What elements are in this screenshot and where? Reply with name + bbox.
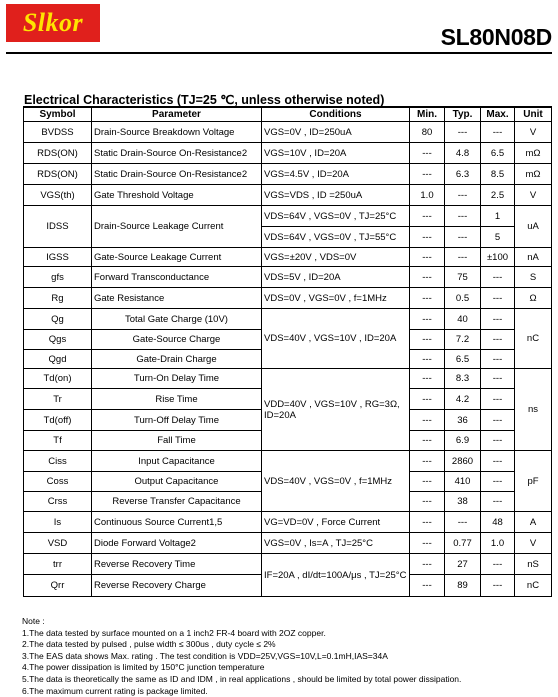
typ-cell: --- <box>445 512 481 533</box>
unit-cell: pF <box>515 451 552 512</box>
max-cell: 1.0 <box>481 533 515 554</box>
max-cell: 1 <box>481 206 515 227</box>
column-header: Conditions <box>262 107 410 122</box>
min-cell: --- <box>410 248 445 267</box>
unit-cell: V <box>515 122 552 143</box>
parameter-cell: Total Gate Charge (10V) <box>92 309 262 330</box>
unit-cell: nS <box>515 554 552 575</box>
typ-cell: 40 <box>445 309 481 330</box>
column-header: Max. <box>481 107 515 122</box>
parameter-cell: Reverse Transfer Capacitance <box>92 492 262 512</box>
max-cell: 2.5 <box>481 185 515 206</box>
max-cell: --- <box>481 330 515 350</box>
conditions-cell: VGS=VDS , ID =250uA <box>262 185 410 206</box>
parameter-cell: Static Drain-Source On-Resistance2 <box>92 164 262 185</box>
typ-cell: 36 <box>445 410 481 431</box>
symbol-cell: Qgd <box>24 350 92 369</box>
min-cell: --- <box>410 164 445 185</box>
parameter-cell: Gate Threshold Voltage <box>92 185 262 206</box>
min-cell: --- <box>410 309 445 330</box>
unit-cell: ns <box>515 369 552 451</box>
conditions-cell: VGS=4.5V , ID=20A <box>262 164 410 185</box>
symbol-cell: VSD <box>24 533 92 554</box>
typ-cell: 410 <box>445 472 481 492</box>
parameter-cell: Fall Time <box>92 431 262 451</box>
symbol-cell: IDSS <box>24 206 92 248</box>
max-cell: --- <box>481 492 515 512</box>
table-row <box>24 309 552 330</box>
symbol-cell: Is <box>24 512 92 533</box>
table-row <box>24 288 552 309</box>
max-cell: --- <box>481 288 515 309</box>
slkor-logo <box>6 4 100 42</box>
typ-cell: --- <box>445 122 481 143</box>
max-cell: --- <box>481 309 515 330</box>
note-line: 1.The data tested by surface mounted on a 1 inch2 FR-4 board with 2OZ copper. <box>22 627 326 638</box>
unit-cell: nC <box>515 575 552 597</box>
column-header: Unit <box>515 107 552 122</box>
unit-cell: S <box>515 267 552 288</box>
typ-cell: --- <box>445 185 481 206</box>
table-row <box>24 512 552 533</box>
conditions-cell: VDD=40V , VGS=10V , RG=3Ω, ID=20A <box>262 369 410 451</box>
max-cell: --- <box>481 472 515 492</box>
conditions-cell: VDS=40V , VGS=10V , ID=20A <box>262 309 410 369</box>
max-cell: --- <box>481 575 515 597</box>
typ-cell: 7.2 <box>445 330 481 350</box>
parameter-cell: Output Capacitance <box>92 472 262 492</box>
min-cell: --- <box>410 410 445 431</box>
parameter-cell: Rise Time <box>92 389 262 410</box>
min-cell: --- <box>410 206 445 227</box>
parameter-cell: Continuous Source Current1,5 <box>92 512 262 533</box>
symbol-cell: Td(on) <box>24 369 92 389</box>
typ-cell: 2860 <box>445 451 481 472</box>
conditions-cell: VDS=40V , VGS=0V , f=1MHz <box>262 451 410 512</box>
min-cell: --- <box>410 267 445 288</box>
typ-cell: 0.5 <box>445 288 481 309</box>
max-cell: 8.5 <box>481 164 515 185</box>
min-cell: --- <box>410 431 445 451</box>
unit-cell: nC <box>515 309 552 369</box>
min-cell: --- <box>410 227 445 248</box>
max-cell: --- <box>481 369 515 389</box>
conditions-cell: VDS=64V , VGS=0V , TJ=25°C <box>262 206 410 227</box>
unit-cell: uA <box>515 206 552 248</box>
unit-cell: V <box>515 185 552 206</box>
parameter-cell: Drain-Source Breakdown Voltage <box>92 122 262 143</box>
conditions-cell: VGS=0V , ID=250uA <box>262 122 410 143</box>
note-line: Note : <box>22 616 45 626</box>
table-row <box>24 122 552 143</box>
conditions-cell: VGS=10V , ID=20A <box>262 143 410 164</box>
unit-cell: nA <box>515 248 552 267</box>
typ-cell: 4.2 <box>445 389 481 410</box>
section-title: Electrical Characteristics (TJ=25 ℃, unless otherwise noted) <box>24 93 385 107</box>
column-header: Parameter <box>92 107 262 122</box>
typ-cell: 27 <box>445 554 481 575</box>
min-cell: --- <box>410 389 445 410</box>
max-cell: 48 <box>481 512 515 533</box>
note-line: 3.The EAS data shows Max. rating . The test condition is VDD=25V,VGS=10V,L=0.1mH,IAS=34A <box>22 650 388 661</box>
max-cell: 5 <box>481 227 515 248</box>
note-line: 2.The data tested by pulsed , pulse width ≤ 300us , duty cycle ≤ 2% <box>22 639 276 650</box>
parameter-cell: Static Drain-Source On-Resistance2 <box>92 143 262 164</box>
typ-cell: 38 <box>445 492 481 512</box>
symbol-cell: IGSS <box>24 248 92 267</box>
symbol-cell: RDS(ON) <box>24 164 92 185</box>
parameter-cell: Gate-Drain Charge <box>92 350 262 369</box>
typ-cell: --- <box>445 227 481 248</box>
max-cell: --- <box>481 554 515 575</box>
min-cell: --- <box>410 533 445 554</box>
table-row <box>24 554 552 575</box>
typ-cell: 89 <box>445 575 481 597</box>
typ-cell: 6.5 <box>445 350 481 369</box>
notes-block <box>22 616 461 697</box>
header-divider <box>6 52 552 54</box>
typ-cell: 0.77 <box>445 533 481 554</box>
note-line: 5.The data is theoretically the same as ID and IDM , in real applications , should be limited by total power dissipation. <box>22 673 462 684</box>
parameter-cell: Turn-On Delay Time <box>92 369 262 389</box>
symbol-cell: Qgs <box>24 330 92 350</box>
symbol-cell: Coss <box>24 472 92 492</box>
parameter-cell: Gate Resistance <box>92 288 262 309</box>
unit-cell: mΩ <box>515 164 552 185</box>
typ-cell: 75 <box>445 267 481 288</box>
unit-cell: Ω <box>515 288 552 309</box>
min-cell: --- <box>410 492 445 512</box>
unit-cell: mΩ <box>515 143 552 164</box>
min-cell: 1.0 <box>410 185 445 206</box>
part-number: SL80N08D <box>440 24 552 50</box>
column-header: Symbol <box>24 107 92 122</box>
table-row <box>24 369 552 389</box>
conditions-cell: VDS=0V , VGS=0V , f=1MHz <box>262 288 410 309</box>
max-cell: --- <box>481 431 515 451</box>
max-cell: --- <box>481 451 515 472</box>
symbol-cell: Crss <box>24 492 92 512</box>
note-line: 6.The maximum current rating is package limited. <box>22 685 208 696</box>
min-cell: --- <box>410 330 445 350</box>
table-row <box>24 185 552 206</box>
min-cell: --- <box>410 472 445 492</box>
logo-text: Slkor <box>22 8 84 37</box>
min-cell: --- <box>410 512 445 533</box>
typ-cell: 8.3 <box>445 369 481 389</box>
typ-cell: 4.8 <box>445 143 481 164</box>
parameter-cell: Gate-Source Charge <box>92 330 262 350</box>
parameter-cell: Forward Transconductance <box>92 267 262 288</box>
symbol-cell: RDS(ON) <box>24 143 92 164</box>
max-cell: --- <box>481 122 515 143</box>
max-cell: --- <box>481 389 515 410</box>
table-row <box>24 143 552 164</box>
conditions-cell: IF=20A , dI/dt=100A/μs , TJ=25°C <box>262 554 410 597</box>
max-cell: ±100 <box>481 248 515 267</box>
min-cell: --- <box>410 369 445 389</box>
table-row <box>24 248 552 267</box>
min-cell: --- <box>410 143 445 164</box>
symbol-cell: Qg <box>24 309 92 330</box>
symbol-cell: Tf <box>24 431 92 451</box>
symbol-cell: gfs <box>24 267 92 288</box>
conditions-cell: VDS=5V , ID=20A <box>262 267 410 288</box>
parameter-cell: Drain-Source Leakage Current <box>92 206 262 248</box>
table-row <box>24 533 552 554</box>
symbol-cell: Qrr <box>24 575 92 597</box>
min-cell: --- <box>410 575 445 597</box>
max-cell: --- <box>481 410 515 431</box>
parameter-cell: Diode Forward Voltage2 <box>92 533 262 554</box>
max-cell: --- <box>481 350 515 369</box>
parameter-cell: Input Capacitance <box>92 451 262 472</box>
conditions-cell: VDS=64V , VGS=0V , TJ=55°C <box>262 227 410 248</box>
symbol-cell: BVDSS <box>24 122 92 143</box>
table-row <box>24 451 552 472</box>
parameter-cell: Turn-Off Delay Time <box>92 410 262 431</box>
symbol-cell: Rg <box>24 288 92 309</box>
symbol-cell: Tr <box>24 389 92 410</box>
symbol-cell: VGS(th) <box>24 185 92 206</box>
column-header: Min. <box>410 107 445 122</box>
table-header-row <box>24 107 552 122</box>
min-cell: --- <box>410 451 445 472</box>
table-row <box>24 164 552 185</box>
table-row <box>24 267 552 288</box>
unit-cell: A <box>515 512 552 533</box>
symbol-cell: trr <box>24 554 92 575</box>
typ-cell: 6.3 <box>445 164 481 185</box>
conditions-cell: VG=VD=0V , Force Current <box>262 512 410 533</box>
table-row <box>24 206 552 227</box>
min-cell: --- <box>410 554 445 575</box>
min-cell: --- <box>410 350 445 369</box>
parameter-cell: Reverse Recovery Charge <box>92 575 262 597</box>
parameter-cell: Reverse Recovery Time <box>92 554 262 575</box>
min-cell: 80 <box>410 122 445 143</box>
conditions-cell: VGS=0V , Is=A , TJ=25°C <box>262 533 410 554</box>
typ-cell: --- <box>445 206 481 227</box>
parameter-cell: Gate-Source Leakage Current <box>92 248 262 267</box>
note-line: 4.The power dissipation is limited by 150°C junction temperature <box>22 662 265 673</box>
column-header: Typ. <box>445 107 481 122</box>
unit-cell: V <box>515 533 552 554</box>
max-cell: --- <box>481 267 515 288</box>
typ-cell: --- <box>445 248 481 267</box>
symbol-cell: Ciss <box>24 451 92 472</box>
max-cell: 6.5 <box>481 143 515 164</box>
symbol-cell: Td(off) <box>24 410 92 431</box>
typ-cell: 6.9 <box>445 431 481 451</box>
electrical-characteristics-table <box>23 106 552 597</box>
table-body <box>24 122 552 597</box>
conditions-cell: VGS=±20V , VDS=0V <box>262 248 410 267</box>
min-cell: --- <box>410 288 445 309</box>
